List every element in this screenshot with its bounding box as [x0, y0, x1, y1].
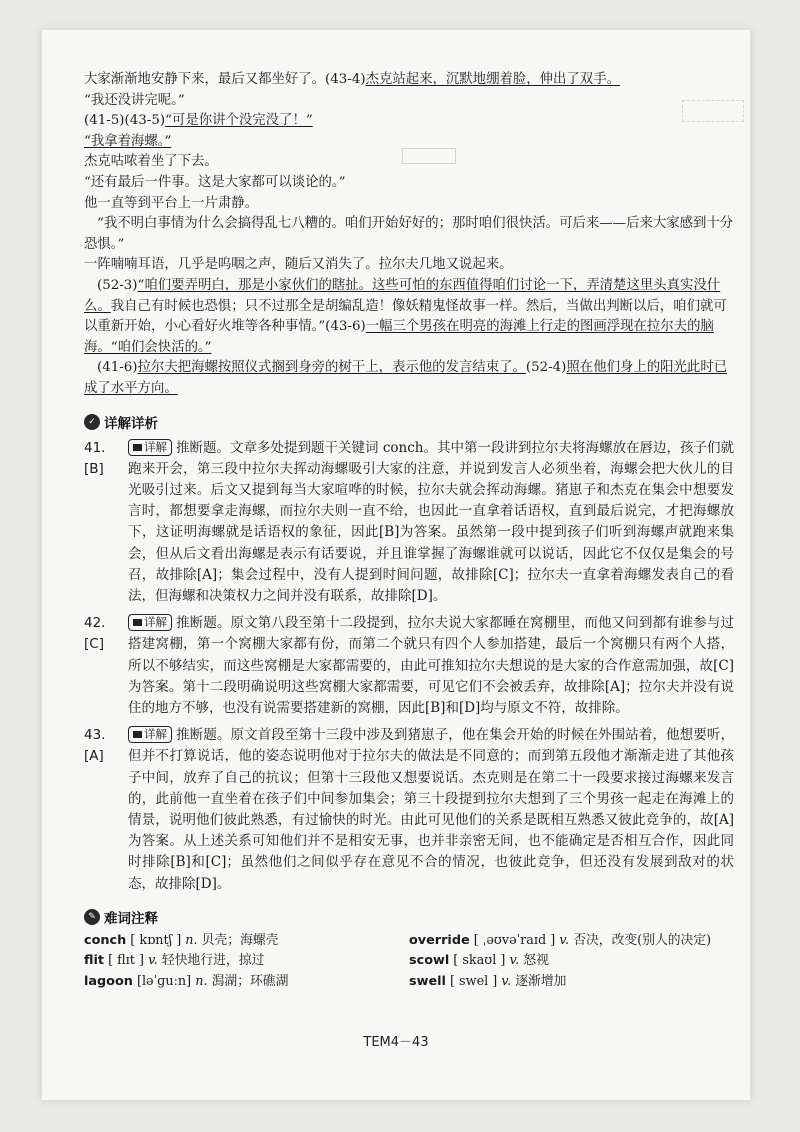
vocab-definition: 怒视	[523, 953, 549, 969]
vocab-word: conch	[84, 932, 127, 948]
underlined-sentence: 杰克站起来，沉默地绷着脸，伸出了双手。	[365, 72, 620, 87]
vocab-pos: v.	[509, 953, 520, 969]
detail-badge	[128, 726, 172, 743]
answer-item	[84, 725, 734, 895]
vocab-section-header	[84, 907, 734, 927]
vocab-entry	[409, 931, 734, 952]
book-icon	[133, 619, 142, 626]
vocab-phonetic: [ swel ]	[449, 973, 498, 989]
vocab-phonetic: [ ˌəʊvəˈraɪd ]	[473, 932, 556, 948]
detail-badge	[128, 614, 172, 631]
answer-text: 推断题。文章多处提到题干关键词 conch。其中第一段讲到拉尔夫将海螺放在唇边，孩子们就跑来开会，第三段中拉尔夫挥动海螺吸引大家的注意，并说到发言人必须坐着，海螺会把大伙儿的目光吸引过来。后文又提到每当大家喧哗的时候，拉尔夫就会挥动海螺。猪崽子和杰克在集会中想要发言时，都想要拿走海螺，而拉尔夫则一直不给，也因此一直拿着话语权，直到最后说完，才把海螺放下，这证明海螺就是话语权的象征，因此[B]为答案。虽然第一段中提到孩子们听到海螺声就跑来集会，但从后文看出海螺是表示有话要说，并且谁掌握了海螺谁就可以说话，因此它不仅仅是集会的号召，故排除[A]；集会过程中，没有人提到时间问题，故排除[C]；拉尔夫一直拿着海螺发表自己的看法，但海螺和决策权力之间并没有联系，故排除[D]。	[128, 439, 734, 604]
vocab-word: lagoon	[84, 973, 133, 989]
vocab-entry	[409, 972, 734, 993]
vocab-pos: v.	[501, 973, 512, 989]
answer-explanation	[128, 725, 734, 895]
vocab-phonetic: [ skaʊl ]	[453, 953, 506, 969]
vocab-pos: v.	[559, 932, 570, 948]
underlined-sentence: 照在他们身上的阳光此时已成了水平方向。	[84, 360, 728, 396]
answer-item	[84, 613, 734, 719]
vocab-definition: 轻快地行进，掠过	[161, 953, 265, 969]
vocab-definition: 贝壳；海螺壳	[201, 932, 279, 948]
passage-text-segment: 他一直等到平台上一片肃静。	[84, 195, 259, 211]
passage-text-segment: (41-5)(43-5)	[84, 113, 166, 129]
book-page	[42, 30, 750, 1100]
passage-text-segment: 我自己有时候也恐惧；只不过那全是胡编乱造！像妖精鬼怪故事一样。然后，当做出判断以后，咱们就可以重新开始，小心看好火堆等各种事情。”(43-6)	[84, 298, 727, 335]
underlined-sentence: “咱们要弄明白，那是小家伙们的瞎扯。这些可怕的东西值得咱们讨论一下，弄清楚这里头真实没什么。	[84, 277, 721, 314]
passage-text-segment: “我还没讲完呢。”	[84, 92, 185, 108]
passage-paragraph	[84, 173, 734, 194]
vocab-entry	[409, 951, 734, 972]
detail-badge-label: 详解	[144, 615, 167, 630]
vocab-column-left	[84, 931, 409, 993]
passage-paragraph	[84, 152, 734, 173]
vocab-pos: v.	[148, 953, 158, 969]
analysis-section-title: 详解详析	[104, 415, 158, 432]
passage-text-segment: (41-6)	[97, 360, 138, 376]
passage-text-segment: 一阵喃喃耳语，几乎是呜咽之声，随后又消失了。拉尔夫几地又说起来。	[84, 257, 513, 273]
book-icon	[133, 444, 142, 451]
passage-text	[84, 70, 734, 400]
vocab-phonetic: [ flɪt ]	[108, 953, 144, 969]
answer-number: 43. [A]	[84, 727, 106, 765]
underlined-sentence: “我拿着海螺。”	[84, 133, 172, 149]
book-icon	[133, 731, 142, 738]
vocab-entry	[84, 931, 409, 952]
answer-item	[84, 438, 734, 608]
passage-paragraph	[84, 132, 734, 153]
passage-paragraph	[84, 214, 734, 255]
answer-explanation	[128, 438, 734, 608]
pen-icon: ✎	[84, 909, 100, 925]
vocab-section-title: 难词注释	[104, 910, 158, 927]
underlined-sentence: 拉尔夫把海螺按照仪式搁到身旁的树干上，表示他的发言结束了。	[137, 360, 526, 376]
vocab-list	[84, 931, 734, 993]
vocab-phonetic: [ kɒntʃ ]	[130, 932, 182, 948]
answer-text: 推断题。原文第八段至第十二段提到，拉尔夫说大家都睡在窝棚里，而他又问到都有谁参与过搭建窝棚，第一个窝棚大家都有份，而第二个就只有四个人参加搭建，最后一个窝棚只有两个人搭，所以不够结实，而这些窝棚是大家都需要的，由此可推知拉尔夫想说的是大家的合作意需加强，故[C]为答案。第十二段明确说明这些窝棚大家都需要，可见它们不会被丢弃，故排除[A]；拉尔夫并没有说住的地方不够，也没有说需要搭建新的窝棚，因此[B]和[D]均与原文不符，故排除。	[128, 615, 734, 716]
passage-paragraph	[84, 91, 734, 112]
answer-number: 42. [C]	[84, 615, 106, 653]
underlined-sentence: 一幅三个男孩在明亮的海滩上行走的图画浮现在拉尔夫的脑海。“咱们会快活的。”	[84, 319, 714, 355]
analysis-section-header	[84, 412, 734, 432]
passage-paragraph	[84, 358, 734, 399]
page-number: TEM4－43	[363, 1035, 429, 1050]
underlined-sentence: “可是你讲个没完没了！”	[165, 113, 313, 129]
passage-paragraph	[84, 276, 734, 358]
vocab-word: flit	[84, 953, 104, 969]
passage-text-segment: 大家渐渐地安静下来，最后又都坐好了。(43-4)	[84, 72, 366, 87]
vocab-word: swell	[409, 973, 446, 989]
vocab-entry	[84, 972, 409, 993]
vocab-definition: 否决，改变(别人的决定)	[573, 932, 712, 948]
vocab-entry	[84, 951, 409, 972]
answer-number: 41. [B]	[84, 439, 106, 477]
passage-text-segment: “我不明白事情为什么会搞得乱七八糟的。咱们开始好好的；那时咱们很快活。可后来——后来大家感到十分恐惧。”	[84, 216, 734, 252]
vocab-definition: 逐渐增加	[515, 973, 567, 989]
passage-text-segment: “还有最后一件事。这是大家都可以谈论的。”	[84, 174, 346, 190]
answer-list	[84, 438, 734, 895]
detail-badge-label: 详解	[144, 727, 167, 742]
passage-paragraph	[84, 70, 734, 91]
detail-badge-label: 详解	[144, 439, 167, 454]
passage-text-segment: (52-4)	[525, 360, 567, 376]
passage-paragraph	[84, 255, 734, 276]
vocab-pos: n.	[195, 973, 208, 989]
passage-text-segment: (52-3)	[97, 277, 138, 293]
vocab-phonetic: [ləˈɡuːn]	[136, 973, 192, 989]
vocab-column-right	[409, 931, 734, 993]
vocab-word: scowl	[409, 953, 450, 969]
passage-text-segment: 杰克咕哝着坐了下去。	[84, 154, 218, 170]
vocab-pos: n.	[185, 932, 198, 948]
detail-badge	[128, 439, 172, 456]
answer-explanation	[128, 613, 734, 719]
passage-paragraph	[84, 194, 734, 215]
passage-paragraph	[84, 111, 734, 132]
vocab-definition: 澙湖；环礁湖	[211, 973, 289, 989]
check-icon: ✓	[84, 414, 100, 430]
vocab-word: override	[409, 932, 470, 948]
page-content	[84, 70, 734, 992]
answer-text: 推断题。原文首段至第十三段中涉及到猪崽子，他在集会开始的时候在外围站着，他想要听，但并不打算说话，他的姿态说明他对于拉尔夫的做法是不同意的；而到第五段他才渐渐走进了其他孩子中间，放弃了自己的抗议；但第十三段他又想要说话。杰克则是在第二十一段要求接过海螺来发言的，此前他一直坐着在孩子们中间参加集会；第三十段提到拉尔夫想到了三个男孩一起走在海滩上的情景，说明他们彼此熟悉，有过愉快的时光。由此可见他们的关系是既相互熟悉又彼此竞争的，故[A]为答案。从上述关系可知他们并不是相安无事，也并非亲密无间，也不能确定是否相互合作，因此同时排除[B]和[C]；虽然他们之间似乎存在意见不合的情况，也彼此竞争，但还没有发展到敌对的状态，故排除[D]。	[128, 727, 734, 892]
